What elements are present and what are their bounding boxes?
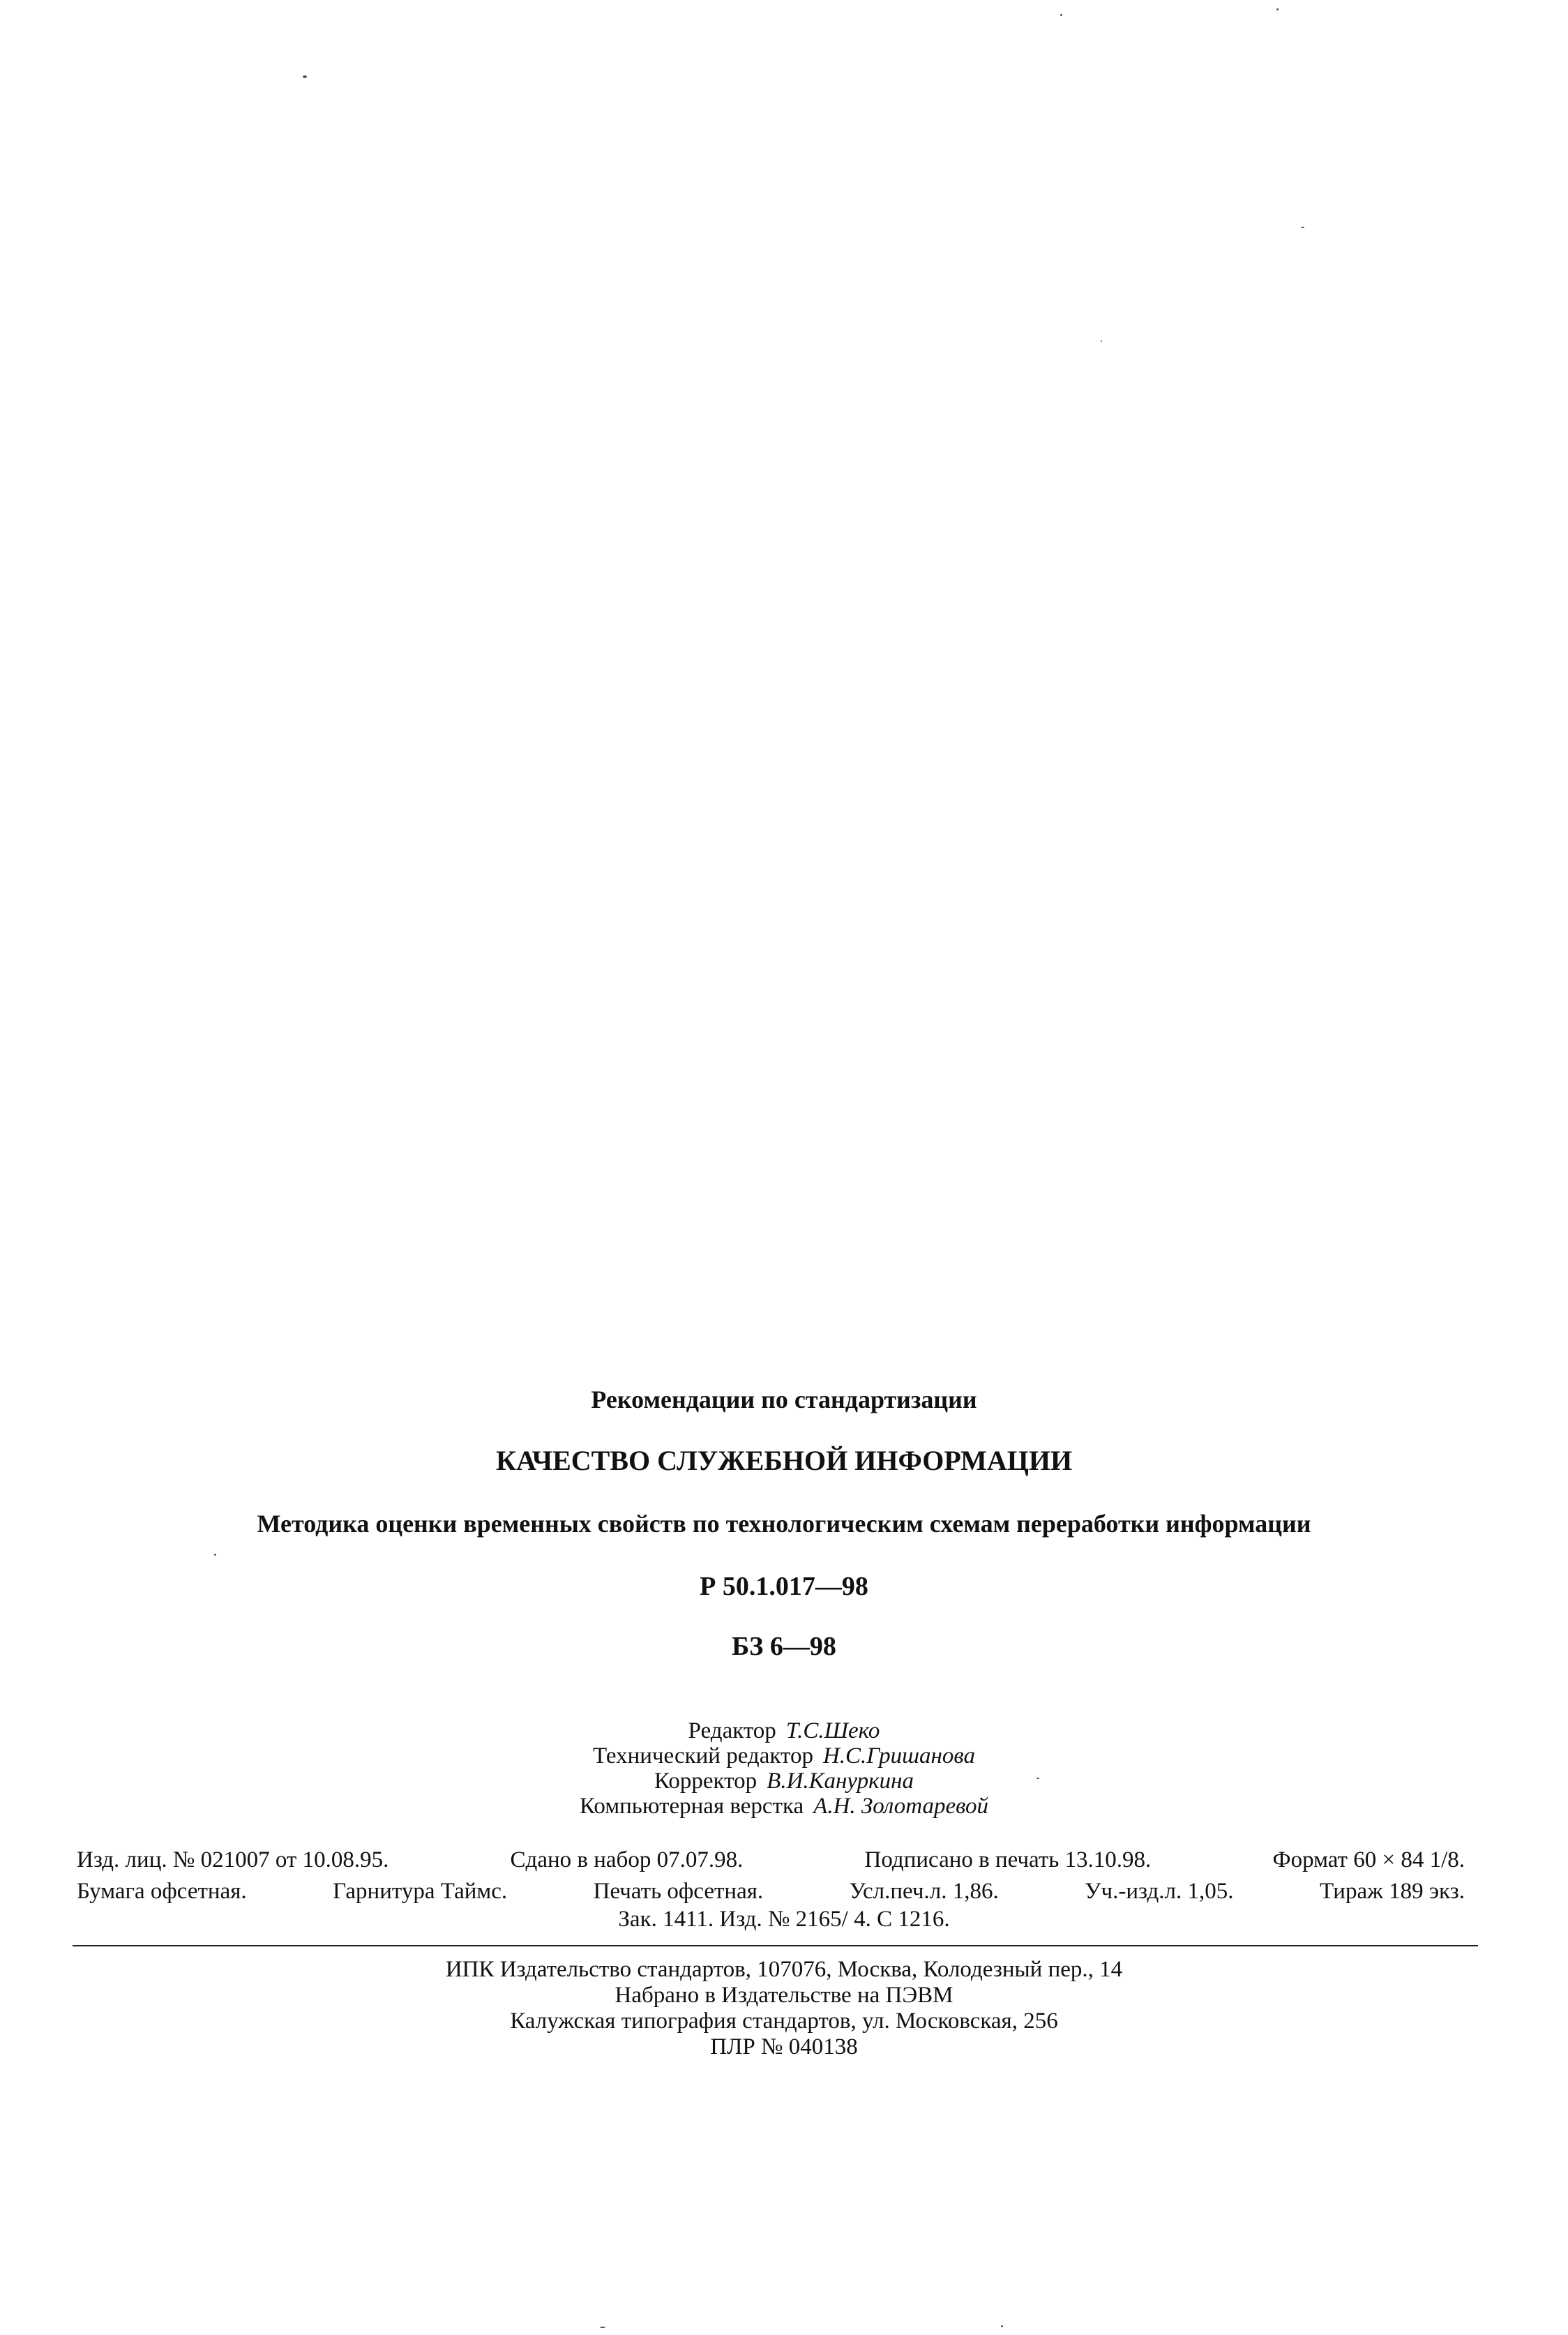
printer-info xyxy=(0,1957,1568,2060)
publication-details-row xyxy=(77,1847,1465,1873)
credit-role: Корректор xyxy=(654,1769,757,1794)
printer-line: Набрано в Издательстве на ПЭВМ xyxy=(615,1983,953,2008)
scan-speck xyxy=(1060,14,1062,16)
bz-number: БЗ 6—98 xyxy=(732,1632,836,1661)
credit-line xyxy=(0,1743,1568,1769)
printed-sheets: Усл.печ.л. 1,86. xyxy=(849,1879,999,1904)
credit-line xyxy=(0,1769,1568,1794)
scan-speck xyxy=(214,1554,216,1556)
printer-line: ИПК Издательство стандартов, 107076, Москва, Колодезный пер., 14 xyxy=(445,1957,1123,1982)
divider xyxy=(73,1945,1478,1946)
typeset-date: Сдано в набор 07.07.98. xyxy=(510,1847,744,1872)
paper-type: Бумага офсетная. xyxy=(77,1879,247,1904)
typeface: Гарнитура Таймс. xyxy=(333,1879,508,1904)
scan-speck xyxy=(600,2327,605,2328)
document-number: Р 50.1.017—98 xyxy=(700,1572,868,1601)
document-subtitle: Методика оценки временных свойств по технологическим схемам переработки информации xyxy=(257,1510,1311,1538)
credit-line xyxy=(0,1718,1568,1743)
scan-speck xyxy=(1001,2325,1003,2327)
license-info: Изд. лиц. № 021007 от 10.08.95. xyxy=(77,1847,389,1872)
printer-line: Калужская типография стандартов, ул. Московская, 256 xyxy=(510,2009,1058,2034)
printer-line: ПЛР № 040138 xyxy=(710,2034,858,2059)
document-title: КАЧЕСТВО СЛУЖЕБНОЙ ИНФОРМАЦИИ xyxy=(495,1445,1073,1476)
scan-speck xyxy=(303,75,307,78)
credit-person: В.И.Кануркина xyxy=(767,1769,914,1794)
series-title: Рекомендации по стандартизации xyxy=(591,1386,977,1413)
scan-speck xyxy=(1276,8,1279,10)
credit-line xyxy=(0,1794,1568,1819)
scan-speck xyxy=(1101,340,1102,342)
credit-person: А.Н. Золотаревой xyxy=(813,1794,988,1819)
print-run: Тираж 189 экз. xyxy=(1319,1879,1465,1904)
paper-format: Формат 60 × 84 1/8. xyxy=(1272,1847,1465,1872)
credit-person: Н.С.Гришанова xyxy=(822,1743,976,1769)
scan-speck xyxy=(1301,227,1304,228)
order-info: Зак. 1411. Изд. № 2165/ 4. С 1216. xyxy=(618,1907,950,1932)
credit-role: Компьютерная верстка xyxy=(580,1794,804,1819)
credit-role: Редактор xyxy=(688,1718,776,1743)
print-method: Печать офсетная. xyxy=(593,1879,764,1904)
editorial-credits xyxy=(0,1718,1568,1819)
print-sign-date: Подписано в печать 13.10.98. xyxy=(864,1847,1152,1872)
publisher-sheets: Уч.-изд.л. 1,05. xyxy=(1085,1879,1234,1904)
credit-person: Т.С.Шеко xyxy=(785,1718,880,1743)
credit-role: Технический редактор xyxy=(592,1743,813,1769)
publication-details-row xyxy=(77,1879,1465,1905)
